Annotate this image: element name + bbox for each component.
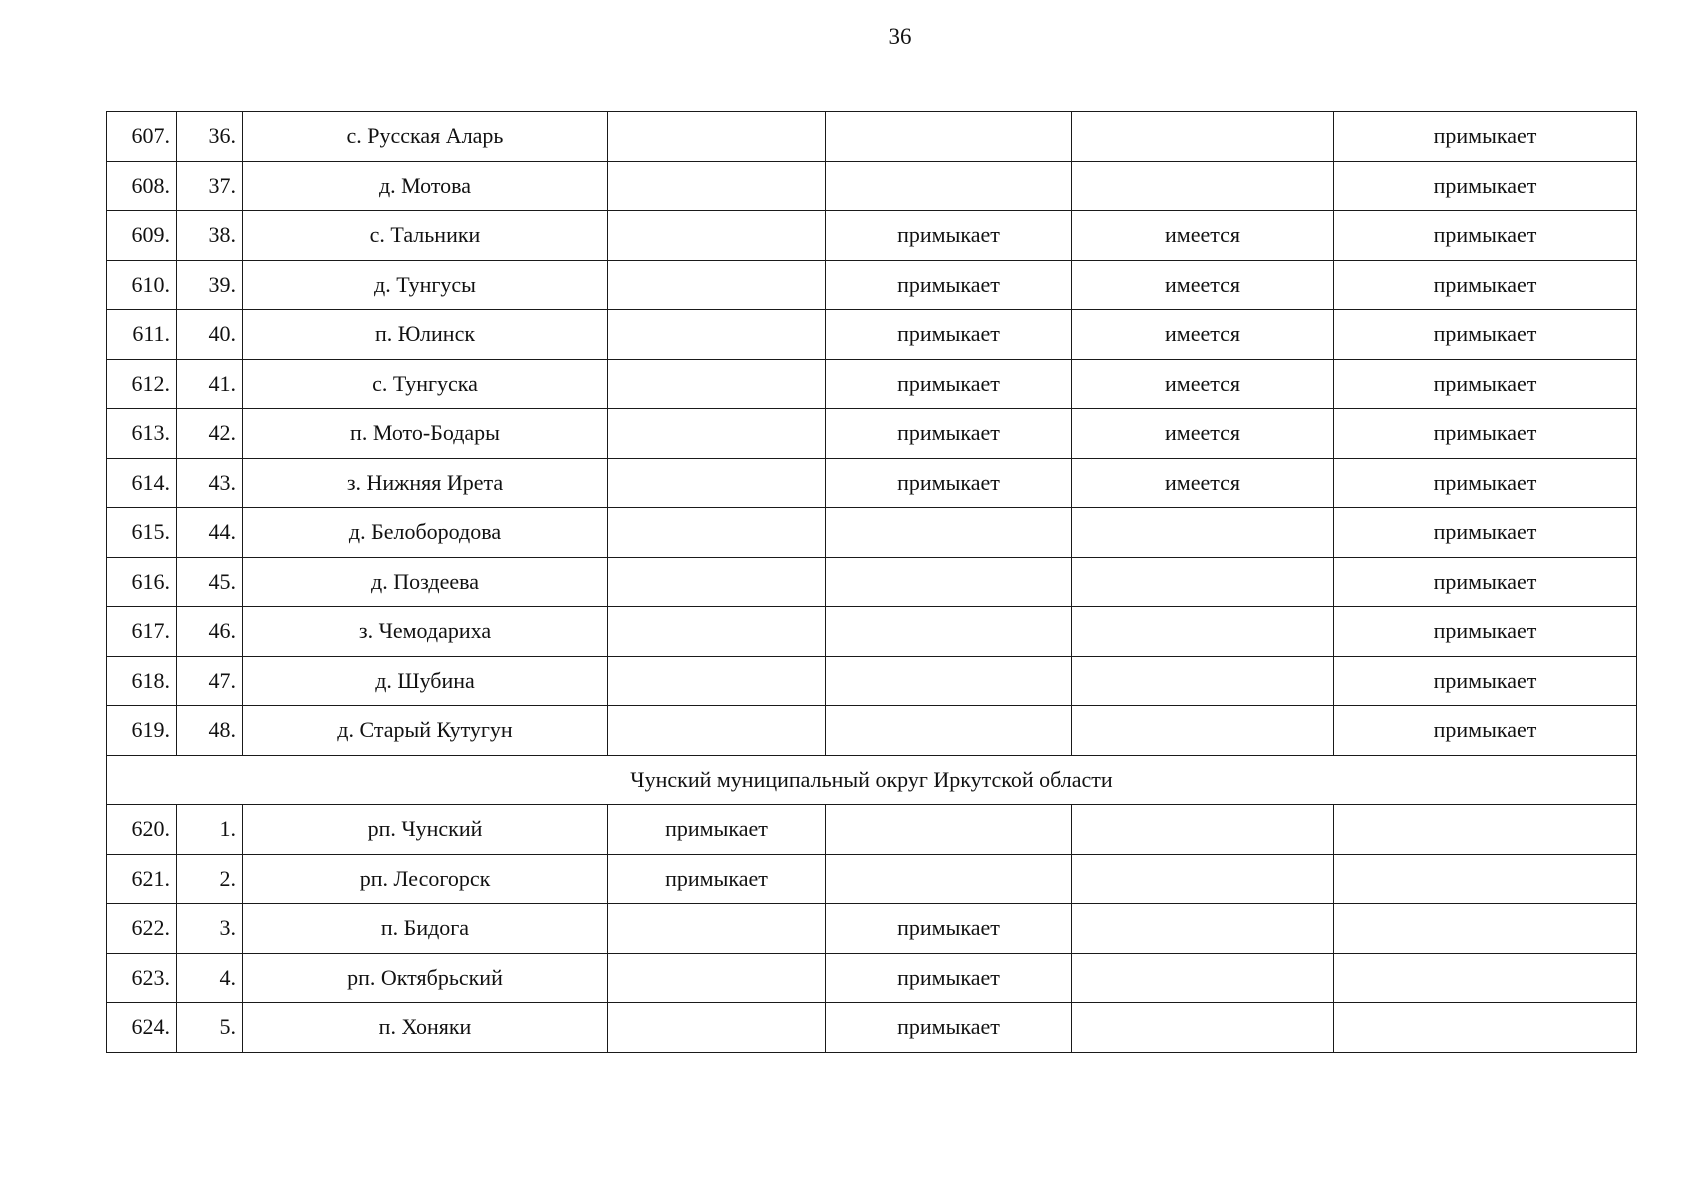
row-number: 615. <box>107 508 177 558</box>
table-row <box>107 706 1637 756</box>
col-3-value <box>1072 904 1334 954</box>
table-row <box>107 557 1637 607</box>
col-4-value <box>1334 854 1637 904</box>
col-2-value: примыкает <box>826 310 1072 360</box>
settlement-name: з. Чемодариха <box>243 607 608 657</box>
col-1-value <box>608 359 826 409</box>
table-body-part1 <box>107 112 1637 756</box>
table-body-part2 <box>107 805 1637 1053</box>
table-row <box>107 854 1637 904</box>
settlement-name: д. Мотова <box>243 161 608 211</box>
row-number: 610. <box>107 260 177 310</box>
col-4-value: примыкает <box>1334 112 1637 162</box>
sub-number: 44. <box>177 508 243 558</box>
settlement-name: с. Тальники <box>243 211 608 261</box>
table-row <box>107 607 1637 657</box>
row-number: 619. <box>107 706 177 756</box>
settlement-name: п. Хоняки <box>243 1003 608 1053</box>
sub-number: 45. <box>177 557 243 607</box>
section-header-body <box>107 755 1637 805</box>
table-row <box>107 310 1637 360</box>
col-4-value: примыкает <box>1334 310 1637 360</box>
table-row <box>107 953 1637 1003</box>
col-2-value <box>826 854 1072 904</box>
table-row <box>107 656 1637 706</box>
col-3-value: имеется <box>1072 211 1334 261</box>
col-1-value <box>608 607 826 657</box>
col-4-value <box>1334 953 1637 1003</box>
col-2-value <box>826 112 1072 162</box>
col-3-value: имеется <box>1072 310 1334 360</box>
table-row <box>107 161 1637 211</box>
col-4-value: примыкает <box>1334 706 1637 756</box>
col-4-value: примыкает <box>1334 508 1637 558</box>
col-1-value <box>608 161 826 211</box>
col-2-value <box>826 161 1072 211</box>
settlement-name: рп. Октябрьский <box>243 953 608 1003</box>
col-1-value <box>608 458 826 508</box>
settlement-name: д. Белобородова <box>243 508 608 558</box>
col-1-value <box>608 112 826 162</box>
sub-number: 36. <box>177 112 243 162</box>
settlement-name: п. Бидога <box>243 904 608 954</box>
col-3-value <box>1072 656 1334 706</box>
sub-number: 37. <box>177 161 243 211</box>
settlements-table <box>106 111 1637 1053</box>
col-4-value: примыкает <box>1334 557 1637 607</box>
col-2-value: примыкает <box>826 409 1072 459</box>
col-1-value <box>608 904 826 954</box>
row-number: 616. <box>107 557 177 607</box>
col-1-value <box>608 260 826 310</box>
row-number: 611. <box>107 310 177 360</box>
table-row <box>107 409 1637 459</box>
sub-number: 39. <box>177 260 243 310</box>
row-number: 613. <box>107 409 177 459</box>
row-number: 620. <box>107 805 177 855</box>
sub-number: 2. <box>177 854 243 904</box>
row-number: 614. <box>107 458 177 508</box>
table-row <box>107 359 1637 409</box>
sub-number: 46. <box>177 607 243 657</box>
col-3-value <box>1072 607 1334 657</box>
col-4-value <box>1334 1003 1637 1053</box>
col-1-value <box>608 557 826 607</box>
col-2-value: примыкает <box>826 1003 1072 1053</box>
col-4-value <box>1334 805 1637 855</box>
sub-number: 47. <box>177 656 243 706</box>
col-4-value: примыкает <box>1334 409 1637 459</box>
col-2-value <box>826 805 1072 855</box>
col-2-value: примыкает <box>826 904 1072 954</box>
table-row <box>107 508 1637 558</box>
settlement-name: с. Тунгуска <box>243 359 608 409</box>
section-title: Чунский муниципальный округ Иркутской области <box>107 755 1637 805</box>
row-number: 609. <box>107 211 177 261</box>
sub-number: 5. <box>177 1003 243 1053</box>
col-2-value <box>826 508 1072 558</box>
col-2-value: примыкает <box>826 359 1072 409</box>
col-3-value <box>1072 805 1334 855</box>
sub-number: 38. <box>177 211 243 261</box>
col-3-value <box>1072 161 1334 211</box>
table-row <box>107 805 1637 855</box>
row-number: 612. <box>107 359 177 409</box>
table-row <box>107 211 1637 261</box>
col-2-value: примыкает <box>826 953 1072 1003</box>
col-2-value <box>826 656 1072 706</box>
table-row <box>107 904 1637 954</box>
settlement-name: д. Поздеева <box>243 557 608 607</box>
col-4-value: примыкает <box>1334 656 1637 706</box>
col-4-value: примыкает <box>1334 607 1637 657</box>
col-1-value <box>608 508 826 558</box>
sub-number: 4. <box>177 953 243 1003</box>
col-4-value: примыкает <box>1334 260 1637 310</box>
sub-number: 1. <box>177 805 243 855</box>
col-1-value <box>608 1003 826 1053</box>
col-1-value <box>608 953 826 1003</box>
col-3-value <box>1072 557 1334 607</box>
col-2-value <box>826 607 1072 657</box>
col-4-value <box>1334 904 1637 954</box>
sub-number: 43. <box>177 458 243 508</box>
row-number: 623. <box>107 953 177 1003</box>
col-4-value: примыкает <box>1334 161 1637 211</box>
sub-number: 48. <box>177 706 243 756</box>
col-1-value: примыкает <box>608 854 826 904</box>
col-2-value: примыкает <box>826 211 1072 261</box>
col-1-value <box>608 409 826 459</box>
settlement-name: д. Шубина <box>243 656 608 706</box>
col-1-value <box>608 706 826 756</box>
section-header-row <box>107 755 1637 805</box>
col-1-value: примыкает <box>608 805 826 855</box>
settlement-name: з. Нижняя Ирета <box>243 458 608 508</box>
col-3-value <box>1072 112 1334 162</box>
col-2-value: примыкает <box>826 260 1072 310</box>
col-2-value <box>826 706 1072 756</box>
col-4-value: примыкает <box>1334 211 1637 261</box>
row-number: 618. <box>107 656 177 706</box>
col-3-value: имеется <box>1072 458 1334 508</box>
col-3-value <box>1072 706 1334 756</box>
col-3-value <box>1072 508 1334 558</box>
row-number: 608. <box>107 161 177 211</box>
col-4-value: примыкает <box>1334 458 1637 508</box>
sub-number: 41. <box>177 359 243 409</box>
table-row <box>107 458 1637 508</box>
col-4-value: примыкает <box>1334 359 1637 409</box>
row-number: 624. <box>107 1003 177 1053</box>
col-1-value <box>608 310 826 360</box>
settlement-name: п. Мото-Бодары <box>243 409 608 459</box>
col-1-value <box>608 656 826 706</box>
settlement-name: рп. Лесогорск <box>243 854 608 904</box>
row-number: 621. <box>107 854 177 904</box>
col-3-value: имеется <box>1072 359 1334 409</box>
table-row <box>107 260 1637 310</box>
table-row <box>107 112 1637 162</box>
settlement-name: п. Юлинск <box>243 310 608 360</box>
row-number: 607. <box>107 112 177 162</box>
row-number: 617. <box>107 607 177 657</box>
col-2-value: примыкает <box>826 458 1072 508</box>
settlement-name: д. Старый Кутугун <box>243 706 608 756</box>
sub-number: 42. <box>177 409 243 459</box>
col-3-value <box>1072 1003 1334 1053</box>
settlement-name: д. Тунгусы <box>243 260 608 310</box>
col-3-value: имеется <box>1072 409 1334 459</box>
col-2-value <box>826 557 1072 607</box>
page-number: 36 <box>888 24 912 49</box>
row-number: 622. <box>107 904 177 954</box>
sub-number: 3. <box>177 904 243 954</box>
table-row <box>107 1003 1637 1053</box>
sub-number: 40. <box>177 310 243 360</box>
col-3-value: имеется <box>1072 260 1334 310</box>
col-3-value <box>1072 953 1334 1003</box>
col-3-value <box>1072 854 1334 904</box>
col-1-value <box>608 211 826 261</box>
settlement-name: с. Русская Аларь <box>243 112 608 162</box>
settlement-name: рп. Чунский <box>243 805 608 855</box>
